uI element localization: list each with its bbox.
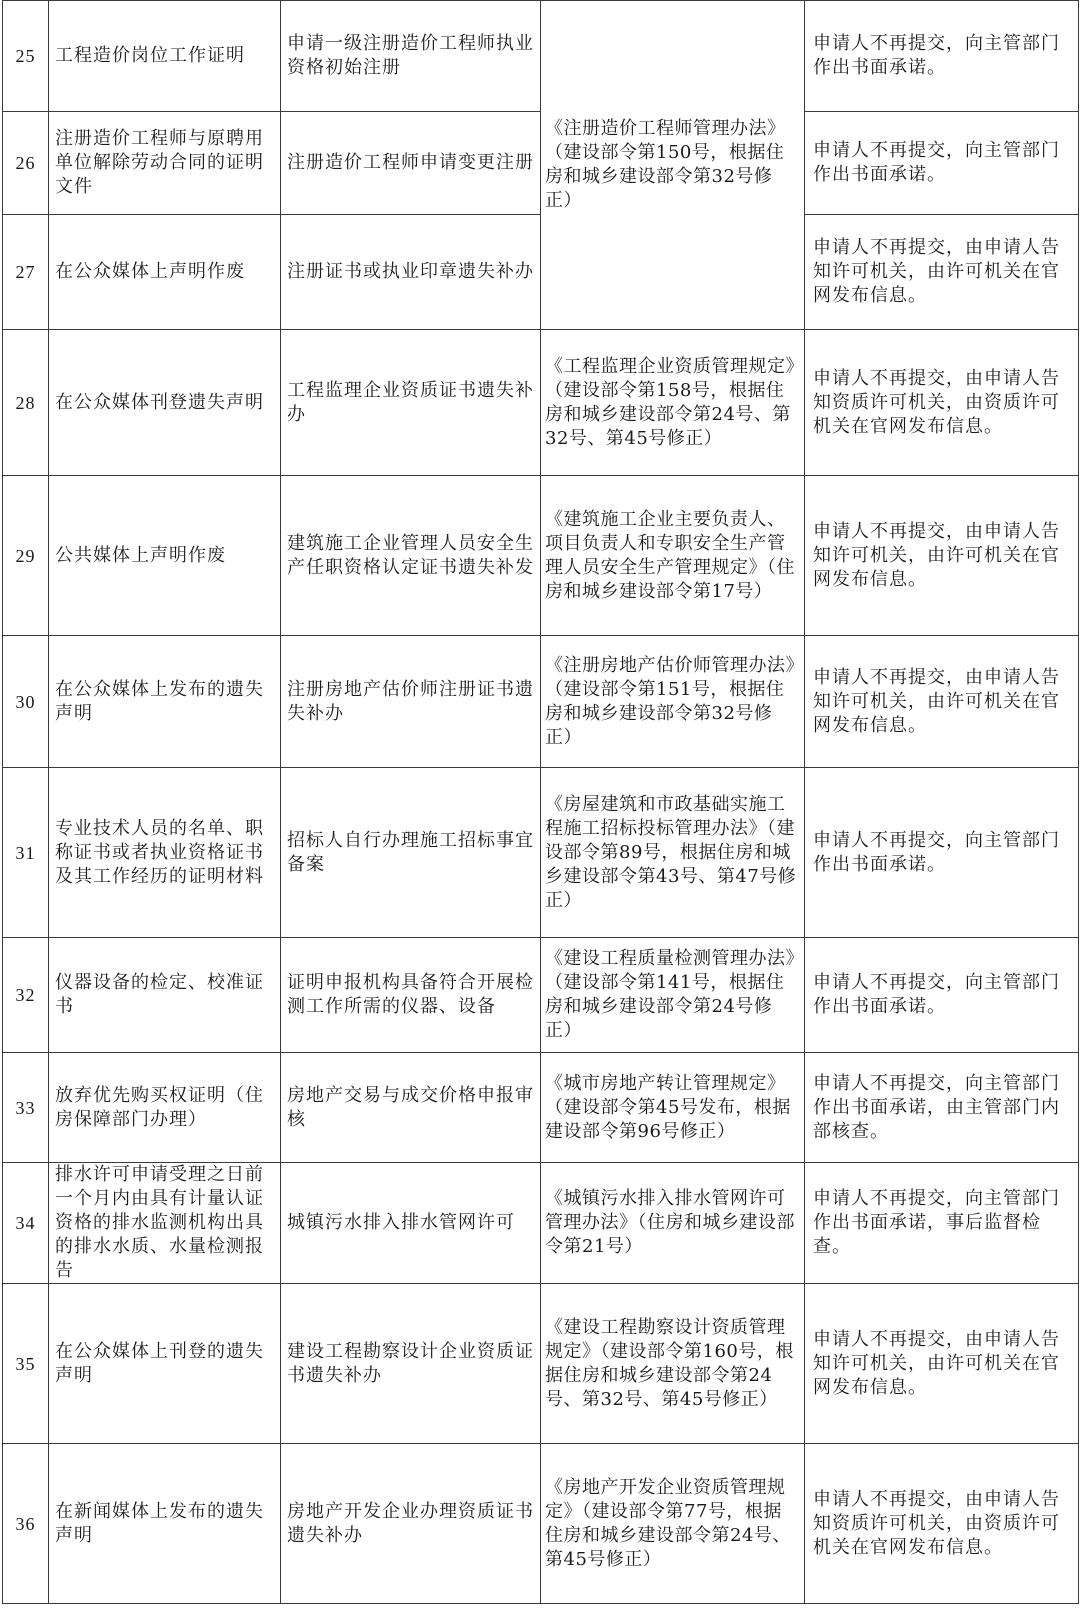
service-item-cell: 注册房地产估价师注册证书遗失补办 xyxy=(281,636,541,768)
service-item-cell: 证明申报机构具备符合开展检测工作所需的仪器、设备 xyxy=(281,938,541,1053)
table-row xyxy=(3,636,1079,768)
legal-basis-cell: 《房屋建筑和市政基础实施工程施工招标投标管理办法》（建设部令第89号，根据住房和城乡建设部令第43号、第47号修正） xyxy=(541,768,805,938)
required-material-cell: 放弃优先购买权证明（住房保障部门办理） xyxy=(49,1053,281,1163)
required-material-cell: 在公众媒体上发布的遗失声明 xyxy=(49,636,281,768)
row-number: 31 xyxy=(3,768,49,938)
table-row xyxy=(3,1,1079,112)
row-number: 36 xyxy=(3,1444,49,1604)
legal-basis-cell: 《注册造价工程师管理办法》（建设部令第150号，根据住房和城乡建设部令第32号修正） xyxy=(541,1,805,330)
certification-table xyxy=(2,0,1079,1604)
table-row xyxy=(3,1163,1079,1284)
required-material-cell: 仪器设备的检定、校准证书 xyxy=(49,938,281,1053)
reform-measure-cell: 申请人不再提交，由申请人告知资质许可机关，由资质许可机关在官网发布信息。 xyxy=(805,330,1079,476)
table-row xyxy=(3,476,1079,636)
reform-measure-cell: 申请人不再提交，向主管部门作出书面承诺。 xyxy=(805,112,1079,215)
row-number: 27 xyxy=(3,215,49,330)
reform-measure-cell: 申请人不再提交，向主管部门作出书面承诺。 xyxy=(805,1,1079,112)
service-item-cell: 申请一级注册造价工程师执业资格初始注册 xyxy=(281,1,541,112)
legal-basis-cell: 《建设工程质量检测管理办法》（建设部令第141号，根据住房和城乡建设部令第24号修正） xyxy=(541,938,805,1053)
required-material-cell: 公共媒体上声明作废 xyxy=(49,476,281,636)
table-row xyxy=(3,330,1079,476)
reform-measure-cell: 申请人不再提交，向主管部门作出书面承诺，事后监督检查。 xyxy=(805,1163,1079,1284)
row-number: 30 xyxy=(3,636,49,768)
row-number: 29 xyxy=(3,476,49,636)
required-material-cell: 在公众媒体上声明作废 xyxy=(49,215,281,330)
service-item-cell: 注册证书或执业印章遗失补办 xyxy=(281,215,541,330)
reform-measure-cell: 申请人不再提交，向主管部门作出书面承诺。 xyxy=(805,768,1079,938)
reform-measure-cell: 申请人不再提交，由申请人告知许可机关，由许可机关在官网发布信息。 xyxy=(805,1284,1079,1444)
table-row xyxy=(3,1284,1079,1444)
table-row xyxy=(3,768,1079,938)
row-number: 28 xyxy=(3,330,49,476)
required-material-cell: 排水许可申请受理之日前一个月内由具有计量认证资格的排水监测机构出具的排水水质、水量检测报告 xyxy=(49,1163,281,1284)
required-material-cell: 工程造价岗位工作证明 xyxy=(49,1,281,112)
row-number: 25 xyxy=(3,1,49,112)
legal-basis-cell: 《注册房地产估价师管理办法》（建设部令第151号，根据住房和城乡建设部令第32号修正） xyxy=(541,636,805,768)
reform-measure-cell: 申请人不再提交，向主管部门作出书面承诺。 xyxy=(805,938,1079,1053)
service-item-cell: 房地产交易与成交价格申报审核 xyxy=(281,1053,541,1163)
service-item-cell: 注册造价工程师申请变更注册 xyxy=(281,112,541,215)
service-item-cell: 招标人自行办理施工招标事宜备案 xyxy=(281,768,541,938)
row-number: 26 xyxy=(3,112,49,215)
reform-measure-cell: 申请人不再提交，向主管部门作出书面承诺，由主管部门内部核查。 xyxy=(805,1053,1079,1163)
service-item-cell: 建设工程勘察设计企业资质证书遗失补办 xyxy=(281,1284,541,1444)
legal-basis-cell: 《房地产开发企业资质管理规定》（建设部令第77号，根据住房和城乡建设部令第24号、第45号修正） xyxy=(541,1444,805,1604)
required-material-cell: 在公众媒体刊登遗失声明 xyxy=(49,330,281,476)
required-material-cell: 专业技术人员的名单、职称证书或者执业资格证书及其工作经历的证明材料 xyxy=(49,768,281,938)
table-row xyxy=(3,1053,1079,1163)
service-item-cell: 城镇污水排入排水管网许可 xyxy=(281,1163,541,1284)
table-row xyxy=(3,938,1079,1053)
reform-measure-cell: 申请人不再提交，由申请人告知许可机关，由许可机关在官网发布信息。 xyxy=(805,215,1079,330)
required-material-cell: 在新闻媒体上发布的遗失声明 xyxy=(49,1444,281,1604)
row-number: 32 xyxy=(3,938,49,1053)
legal-basis-cell: 《建设工程勘察设计资质管理规定》（建设部令第160号，根据住房和城乡建设部令第24号、第32号、第45号修正） xyxy=(541,1284,805,1444)
reform-measure-cell: 申请人不再提交，由申请人告知资质许可机关，由资质许可机关在官网发布信息。 xyxy=(805,1444,1079,1604)
legal-basis-cell: 《建筑施工企业主要负责人、项目负责人和专职安全生产管理人员安全生产管理规定》（住房和城乡建设部令第17号） xyxy=(541,476,805,636)
service-item-cell: 房地产开发企业办理资质证书遗失补办 xyxy=(281,1444,541,1604)
row-number: 35 xyxy=(3,1284,49,1444)
service-item-cell: 建筑施工企业管理人员安全生产任职资格认定证书遗失补发 xyxy=(281,476,541,636)
required-material-cell: 注册造价工程师与原聘用单位解除劳动合同的证明文件 xyxy=(49,112,281,215)
row-number: 33 xyxy=(3,1053,49,1163)
legal-basis-cell: 《城市房地产转让管理规定》（建设部令第45号发布，根据建设部令第96号修正） xyxy=(541,1053,805,1163)
reform-measure-cell: 申请人不再提交，由申请人告知许可机关，由许可机关在官网发布信息。 xyxy=(805,636,1079,768)
required-material-cell: 在公众媒体上刊登的遗失声明 xyxy=(49,1284,281,1444)
legal-basis-cell: 《工程监理企业资质管理规定》（建设部令第158号，根据住房和城乡建设部令第24号、第32号、第45号修正） xyxy=(541,330,805,476)
legal-basis-cell: 《城镇污水排入排水管网许可管理办法》（住房和城乡建设部令第21号） xyxy=(541,1163,805,1284)
service-item-cell: 工程监理企业资质证书遗失补办 xyxy=(281,330,541,476)
table-row xyxy=(3,1444,1079,1604)
reform-measure-cell: 申请人不再提交，由申请人告知许可机关，由许可机关在官网发布信息。 xyxy=(805,476,1079,636)
row-number: 34 xyxy=(3,1163,49,1284)
